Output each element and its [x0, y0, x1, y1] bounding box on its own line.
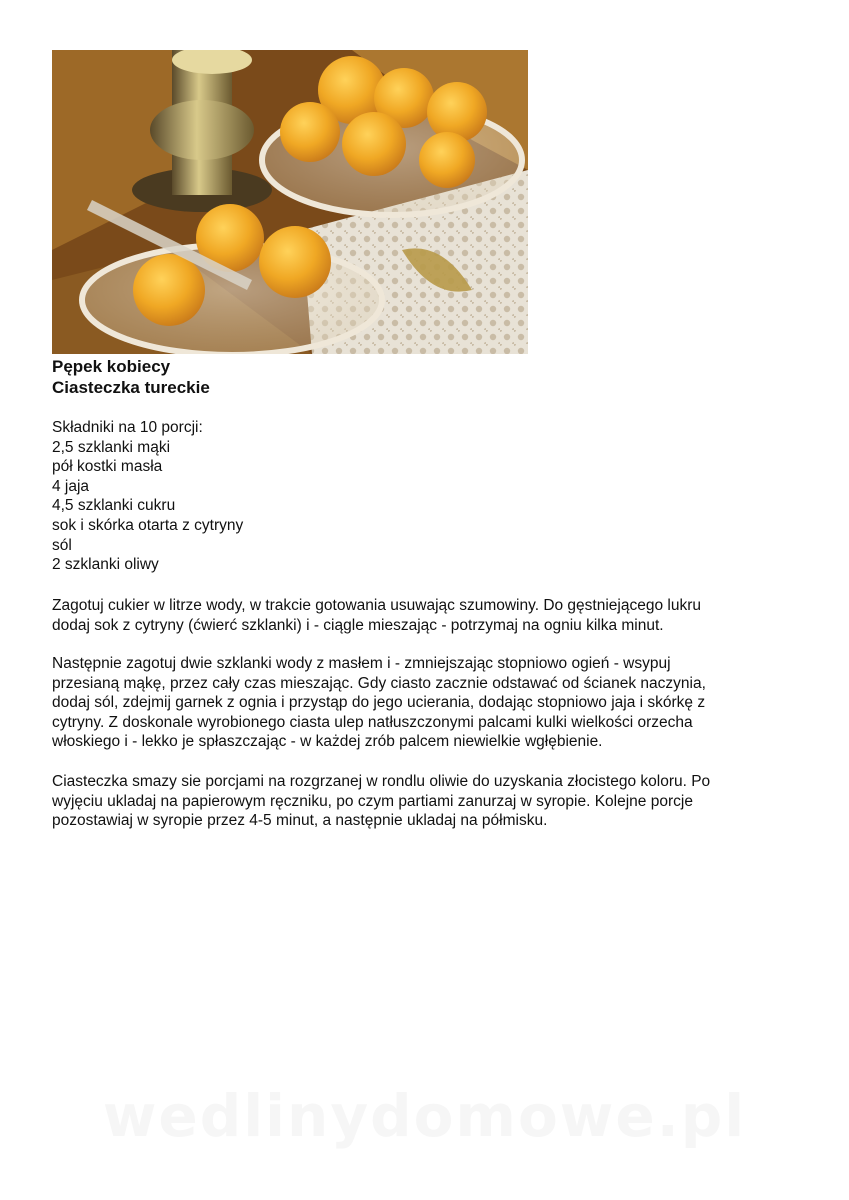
food-photo-icon: [52, 50, 528, 354]
ingredient-item: 4,5 szklanki cukru: [52, 497, 176, 515]
recipe-titles: [52, 356, 210, 398]
paragraph-line: wyjęciu ukladaj na papierowym ręczniku, po czym partiami zanurzaj w syropie. Kolejne porcje: [52, 792, 693, 810]
ingredient-item: sok i skórka otarta z cytryny: [52, 516, 244, 534]
paragraph-line: przesianą mąkę, przez cały czas mieszając. Gdy ciasto zacznie odstawać od ścianek naczynia,: [52, 674, 706, 692]
ingredient-item: 4 jaja: [52, 477, 90, 495]
paragraph-line: włoskiego i - lekko je spłaszczając - w każdej zrób palcem niewielkie wgłębienie.: [52, 733, 603, 751]
paragraph-line: Zagotuj cukier w litrze wody, w trakcie gotowania usuwając szumowiny. Do gęstniejącego lukru: [52, 597, 701, 614]
paragraph-line: Ciasteczka smazy sie porcjami na rozgrzanej w rondlu oliwie do uzyskania złocistego koloru. Po: [52, 773, 711, 790]
recipe-subtitle: Ciasteczka tureckie: [52, 378, 210, 397]
ingredient-item: sól: [52, 536, 72, 554]
recipe-title: Pępek kobiecy: [52, 357, 171, 376]
paragraph-line: pozostawiaj w syropie przez 4-5 minut, a następnie ukladaj na półmisku.: [52, 812, 548, 830]
instructions-paragraph-1: [52, 596, 812, 635]
watermark: wedlinydomowe.pl: [102, 1082, 747, 1150]
instructions-paragraph-3: [52, 772, 812, 831]
ingredient-item: pół kostki masła: [52, 458, 163, 476]
paragraph-line: dodaj sól, zdejmij garnek z ognia i przystąp do jego ucierania, dodając stopniowo jaja i skórkę z: [52, 694, 706, 712]
recipe-photo: [52, 50, 528, 354]
paragraph-line: dodaj sok z cytryny (ćwierć szklanki) i - ciągle mieszając - potrzymaj na ogniu kilka minut.: [52, 616, 664, 634]
paragraph-line: Następnie zagotuj dwie szklanki wody z masłem i - zmniejszając stopniowo ogień - wsypuj: [52, 655, 671, 672]
ingredients-list: [52, 418, 243, 575]
ingredient-item: 2,5 szklanki mąki: [52, 438, 171, 456]
ingredients-header: Składniki na 10 porcji:: [52, 419, 203, 436]
paragraph-line: cytryny. Z doskonale wyrobionego ciasta ulep natłuszczonymi palcami kulki wielkości orzecha: [52, 713, 693, 731]
ingredient-item: 2 szklanki oliwy: [52, 556, 159, 574]
instructions-paragraph-2: [52, 654, 812, 752]
